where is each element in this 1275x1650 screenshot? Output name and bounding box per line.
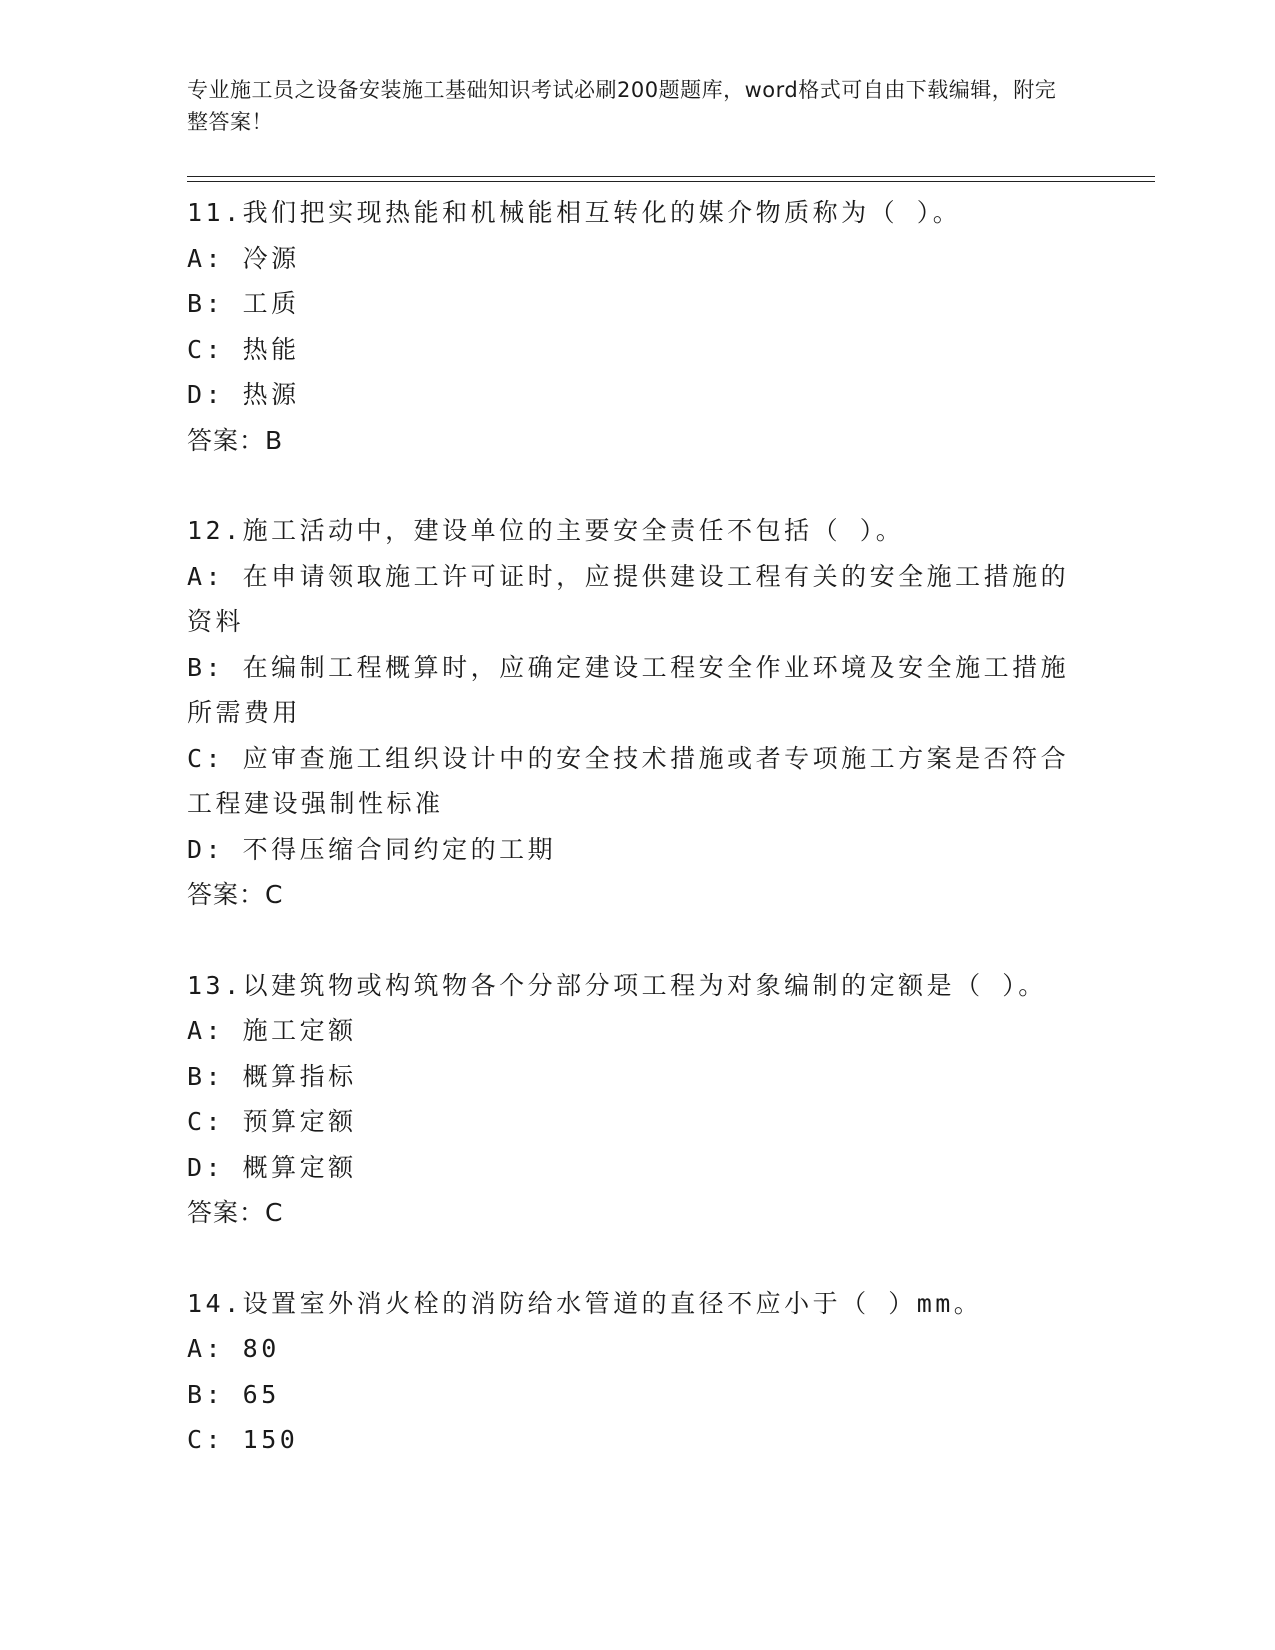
option-c: C: 热能 — [187, 334, 300, 364]
answer: 答案：C — [187, 1198, 284, 1227]
option-d: D: 热源 — [187, 380, 300, 409]
question-stem: 11.我们把实现热能和机械能相互转化的媒介物质称为（ ）。 — [187, 198, 962, 227]
question-list — [187, 190, 1087, 1463]
header-divider-top — [187, 176, 1155, 177]
option-b: B: 65 — [187, 1379, 280, 1409]
document-header: 专业施工员之设备安装施工基础知识考试必刷200题题库，word格式可自由下载编辑，附完整答案！ — [187, 78, 1057, 134]
option-b: B: 概算指标 — [187, 1061, 357, 1091]
question-12 — [187, 508, 1087, 918]
answer: 答案：B — [187, 425, 284, 455]
question-stem: 13.以建筑物或构筑物各个分部分项工程为对象编制的定额是（ ）。 — [187, 970, 1047, 1000]
option-c: C: 150 — [187, 1425, 299, 1454]
option-a: A: 施工定额 — [187, 1016, 357, 1045]
option-c: C: 预算定额 — [187, 1107, 357, 1136]
question-stem: 12.施工活动中，建设单位的主要安全责任不包括（ ）。 — [187, 516, 905, 545]
option-b: B: 在编制工程概算时，应确定建设工程安全作业环境及安全施工措施所需费用 — [187, 652, 1070, 727]
option-d: D: 概算定额 — [187, 1152, 357, 1182]
header-divider-bottom — [187, 181, 1155, 182]
option-c: C: 应审查施工组织设计中的安全技术措施或者专项施工方案是否符合工程建设强制性标准 — [187, 743, 1070, 818]
question-14 — [187, 1281, 1087, 1463]
question-11 — [187, 190, 1087, 463]
option-a: A: 80 — [187, 1334, 280, 1363]
option-b: B: 工质 — [187, 289, 300, 318]
question-13 — [187, 963, 1087, 1236]
answer: 答案：C — [187, 880, 284, 909]
option-a: A: 冷源 — [187, 243, 300, 273]
question-stem: 14.设置室外消火栓的消防给水管道的直径不应小于（ ）mm。 — [187, 1288, 983, 1318]
option-a: A: 在申请领取施工许可证时，应提供建设工程有关的安全施工措施的资料 — [187, 561, 1070, 636]
option-d: D: 不得压缩合同约定的工期 — [187, 834, 557, 864]
